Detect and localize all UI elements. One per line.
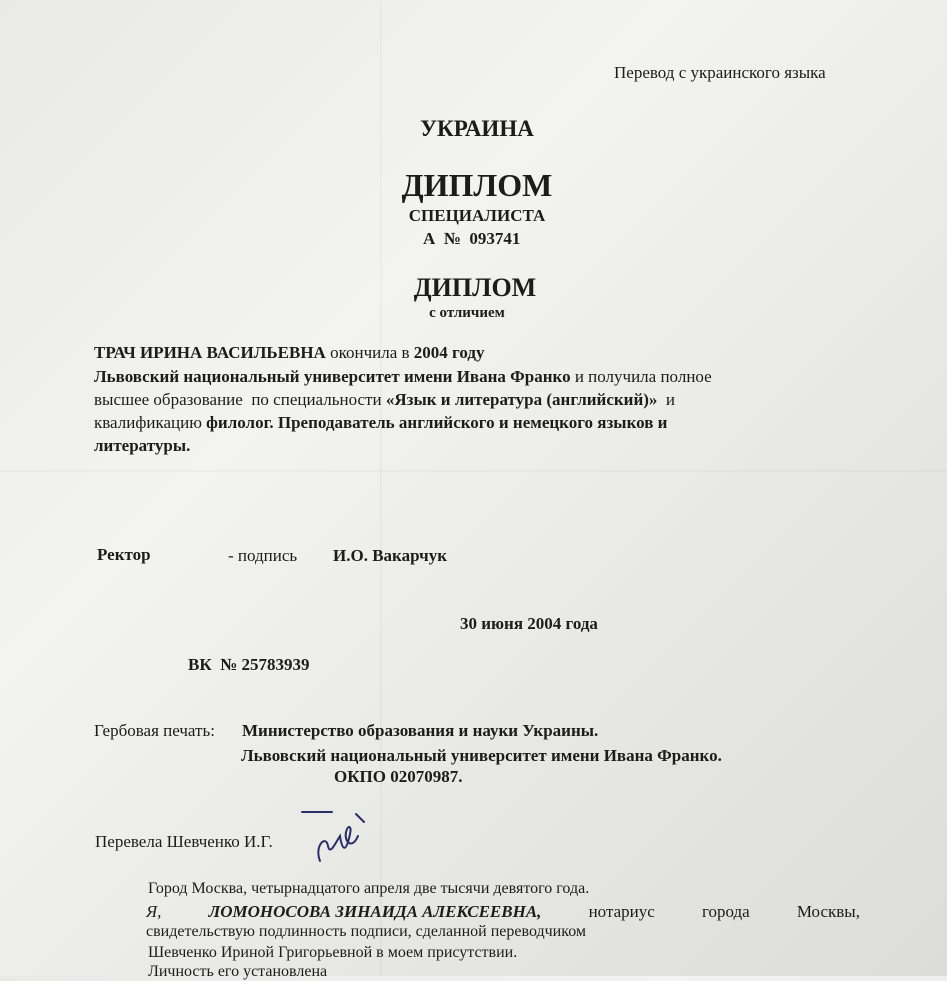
notary-pronoun: Я,	[146, 902, 162, 921]
paper-crease	[0, 470, 947, 472]
issue-date: 30 июня 2004 года	[460, 614, 598, 633]
seal-line-3: ОКПО 02070987.	[334, 767, 463, 786]
body-line-1	[94, 343, 484, 363]
notary-line-4: Шевченко Ириной Григорьевной в моем присутствии.	[148, 944, 518, 961]
document-type-title-2: ДИПЛОМ	[413, 273, 537, 302]
notary-word: города	[701, 902, 750, 921]
rector-name: И.О. Вакарчук	[333, 546, 447, 565]
serial-number: ВК № 25783939	[188, 655, 310, 674]
qualification-end: литературы.	[94, 436, 191, 455]
notary-name: ЛОМОНОСОВА ЗИНАИДА АЛЕКСЕЕВНА,	[208, 902, 542, 921]
seal-label: Гербовая печать:	[94, 721, 215, 740]
handwritten-signature-icon	[296, 806, 376, 876]
body-text: и получила полное	[570, 367, 712, 386]
body-text: и	[657, 390, 676, 409]
body-text: окончила в	[325, 343, 414, 362]
notary-line-5: Личность его установлена	[148, 963, 328, 980]
notary-line-3: свидетельствую подлинность подписи, сделанной переводчиком	[146, 923, 587, 940]
body-line-4	[94, 413, 667, 433]
specialty: «Язык и литература (английский)»	[385, 390, 658, 409]
notary-line-2	[146, 902, 860, 922]
body-line-2	[94, 367, 712, 387]
qualification: филолог. Преподаватель английского и немецкого языков и	[206, 413, 668, 432]
signature-note: - подпись	[228, 546, 298, 565]
graduate-name: ТРАЧ ИРИНА ВАСИЛЬЕВНА	[94, 343, 326, 362]
translator-line: Перевела Шевченко И.Г.	[95, 832, 273, 851]
rector-label: Ректор	[97, 545, 151, 564]
university-name: Львовский национальный университет имени Ивана Франко	[94, 367, 571, 386]
notary-line-1: Город Москва, четырнадцатого апреля две тысячи девятого года.	[148, 880, 590, 897]
notary-word: Москвы,	[796, 902, 860, 921]
notary-word: нотариус	[588, 902, 655, 921]
document-level: СПЕЦИАЛИСТА	[408, 206, 546, 225]
honors-label: с отличием	[429, 305, 505, 321]
paper-crease	[380, 0, 382, 976]
body-text: высшее образование по специальности	[94, 390, 386, 409]
body-line-3	[94, 390, 675, 410]
seal-line-2: Львовский национальный университет имени Ивана Франко.	[241, 746, 722, 765]
seal-line-1: Министерство образования и науки Украины.	[242, 721, 599, 740]
country-title: УКРАИНА	[420, 116, 534, 141]
document-number: А № 093741	[423, 229, 521, 248]
document-type-title: ДИПЛОМ	[401, 167, 553, 203]
translation-note: Перевод с украинского языка	[614, 63, 826, 82]
graduation-year: 2004 году	[413, 343, 485, 362]
body-text: квалификацию	[94, 413, 207, 432]
